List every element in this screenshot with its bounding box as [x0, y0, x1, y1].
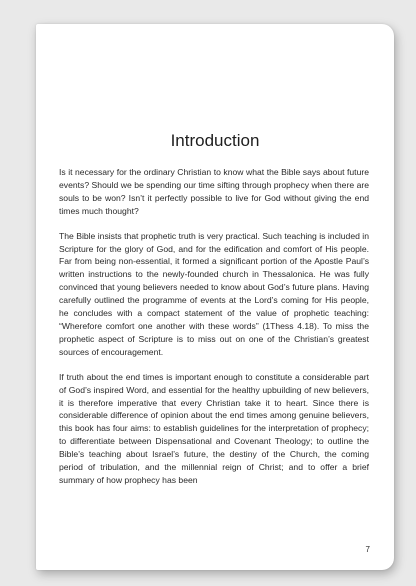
paragraph-2: The Bible insists that prophetic truth is very practical. Such teaching is included in Scripture for the glory of God, and for the edification and comfort of His people. Far from being non-essential, it formed a significant portion of the Apostle Paul’s written instructions to the newly-founded church in Thessalonica. He was fully convinced that young believers needed to know about God’s future plans. Having carefully outlined the programme of events at the Lord’s coming for His people, he concludes with a compact statement of the value of prophetic teaching: “Wherefore comfort one another with these words” (1Thess 4.18). To miss the prophetic aspect of Scripture is to miss out on one of the Christian’s greatest sources of encouragement.: [59, 230, 369, 357]
book-page: [36, 24, 394, 570]
chapter-title: Introduction: [170, 131, 260, 150]
paragraph-1: Is it necessary for the ordinary Christian to know what the Bible says about future events? Should we be spending our time sifting through prophecy when there are souls to be won? Isn’t it perfectly possible to live for God without giving the end times much thought?: [59, 167, 369, 216]
chapter-body: [59, 166, 369, 499]
paragraph-3: If truth about the end times is important enough to constitute a considerable part of God’s inspired Word, and essential for the healthy upbuilding of new believers, it is therefore imperative that every Christian take it to heart. Since there is considerable difference of opinion about the end times among genuine believers, this book has four aims: to establish guidelines for the interpretation of prophecy; to differentiate between Dispensational and Covenant Theology; to outline the Bible’s teaching about Israel’s future, the destiny of the Church, the coming period of tribulation, and the millennial reign of Christ; and to offer a brief summary of how prophecy has been: [59, 371, 369, 485]
page-number: 7: [365, 545, 370, 554]
